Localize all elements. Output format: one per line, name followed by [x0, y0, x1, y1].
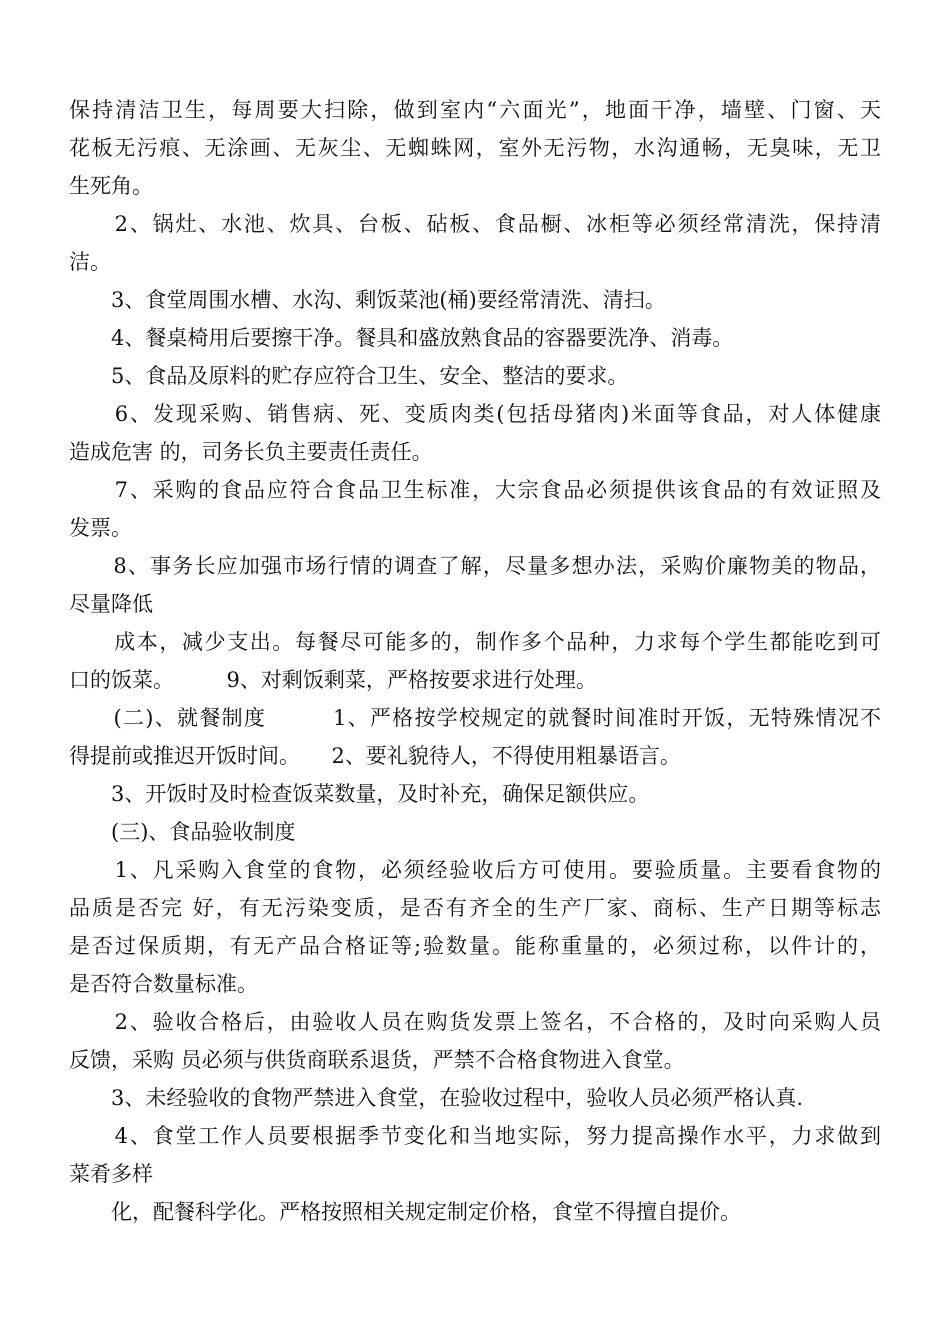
text-line: 保持清洁卫生，每周要大扫除，做到室内“六面光”，地面干净，墙壁、门窗、天 [69, 98, 881, 122]
text-line: 发票。 [69, 516, 132, 540]
text-line: (三)、食品验收制度 [69, 820, 296, 844]
text-line: 尽量降低 [69, 592, 153, 616]
text-line: 品质是否完 好，有无污染变质，是否有齐全的生产厂家、商标、生产日期等标志 [69, 896, 881, 920]
text-line: 3、开饭时及时检查饭菜数量，及时补充，确保足额供应。 [69, 782, 650, 806]
text-line: 2、锅灶、水池、炊具、台板、砧板、食品橱、冰柜等必须经常清洗，保持清 [69, 212, 881, 236]
text-line: (二)、就餐制度 1、严格按学校规定的就餐时间准时开饭，无特殊情况不 [69, 706, 881, 730]
text-line: 3、食堂周围水槽、水沟、剩饭菜池(桶)要经常清洗、清扫。 [69, 288, 666, 312]
text-line: 4、餐桌椅用后要擦干净。餐具和盛放熟食品的容器要洗净、消毒。 [69, 326, 734, 350]
text-line: 3、未经验收的食物严禁进入食堂，在验收过程中，验收人员必须严格认真. [69, 1086, 804, 1110]
text-line: 7、采购的食品应符合食品卫生标准，大宗食品必须提供该食品的有效证照及 [69, 478, 881, 502]
text-line: 造成危害 的，司务长负主要责任责任。 [69, 440, 433, 464]
text-line: 洁。 [69, 250, 111, 274]
text-line: 菜肴多样 [69, 1162, 153, 1186]
text-line: 化，配餐科学化。严格按照相关规定制定价格，食堂不得擅自提价。 [69, 1200, 741, 1224]
text-line: 生死角。 [69, 174, 153, 198]
text-line: 得提前或推迟开饭时间。 2、要礼貌待人，不得使用粗暴语言。 [69, 744, 681, 768]
text-line: 花板无污痕、无涂画、无灰尘、无蜘蛛网，室外无污物，水沟通畅，无臭味，无卫 [69, 136, 881, 160]
text-line: 1、凡采购入食堂的食物，必须经验收后方可使用。要验质量。主要看食物的 [69, 858, 881, 882]
text-line: 4、食堂工作人员要根据季节变化和当地实际，努力提高操作水平，力求做到 [69, 1124, 881, 1148]
text-line: 8、事务长应加强市场行情的调查了解，尽量多想办法，采购价廉物美的物品， [69, 554, 881, 578]
text-line: 口的饭菜。 9、对剩饭剩菜，严格按要求进行处理。 [69, 668, 597, 692]
text-line: 是否符合数量标准。 [69, 972, 258, 996]
text-line: 6、发现采购、销售病、死、变质肉类(包括母猪肉)米面等食品，对人体健康 [69, 402, 881, 426]
text-line: 成本，减少支出。每餐尽可能多的，制作多个品种，力求每个学生都能吃到可 [69, 630, 881, 654]
text-line: 反馈，采购 员必须与供货商联系退货，严禁不合格食物进入食堂。 [69, 1048, 685, 1072]
text-line: 2、验收合格后，由验收人员在购货发票上签名，不合格的，及时向采购人员 [69, 1010, 881, 1034]
text-line: 是否过保质期，有无产品合格证等;验数量。能称重量的，必须过称，以件计的， [69, 934, 881, 958]
text-line: 5、食品及原料的贮存应符合卫生、安全、整洁的要求。 [69, 364, 629, 388]
